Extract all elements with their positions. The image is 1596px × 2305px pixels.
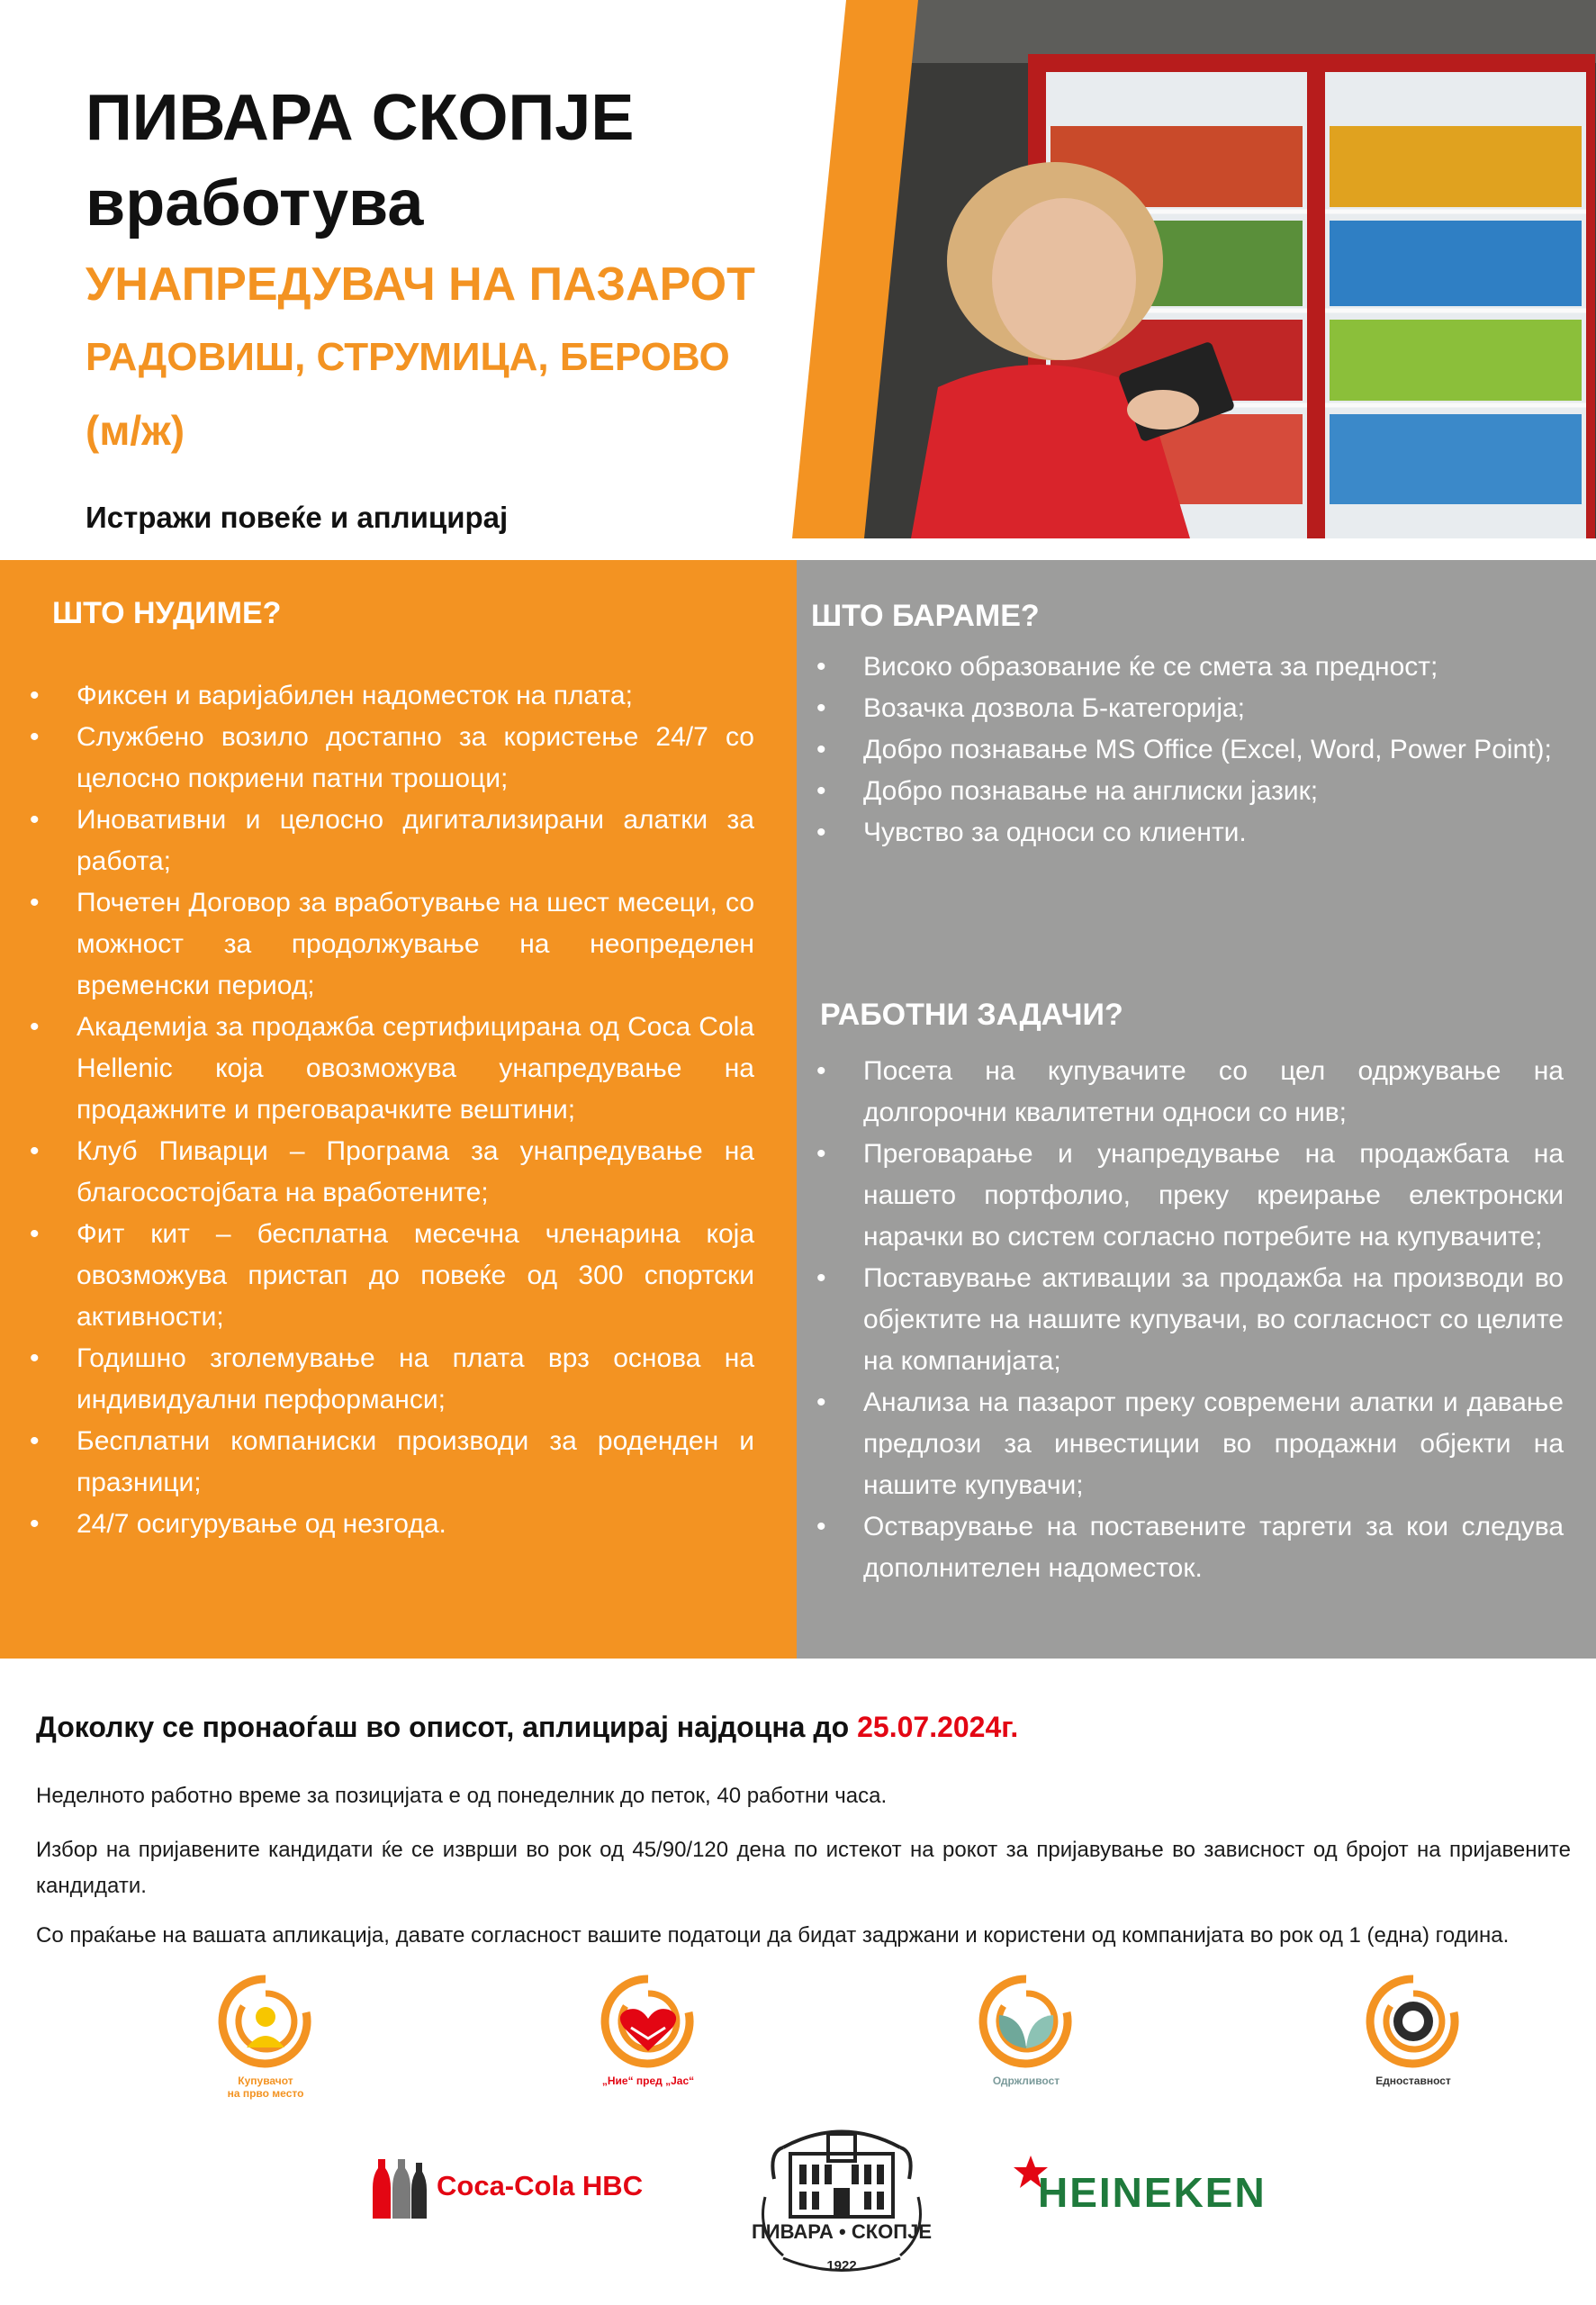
value-we-before-i [558,1972,738,2087]
list-item: • Добро познавање MS Office (Excel, Word, Power Point); [816,729,1564,771]
list-item: • Иновативни и целосно дигитализирани алатки за работа; [30,800,754,882]
list-item: • Посета на купувачите со цел одржување на долгорочни квалитетни односи со нив; [816,1051,1564,1134]
list-item: • Бесплатни компаниски производи за роденден и празници; [30,1421,754,1504]
value-label: Одржливост [992,2074,1060,2087]
explore-apply-link[interactable]: Истражи повеќе и аплицирај [86,501,509,534]
list-item: • Службено возило достапно за користење 24/7 со целосно покриени патни трошоци; [30,717,754,800]
value-label: „Ние“ пред „Јас“ [601,2074,695,2087]
list-item: • Остварување на поставените таргети за кои следува дополнителен надоместок. [816,1506,1564,1589]
value-label: Едноставност [1375,2074,1451,2087]
list-item: • Добро познавање на англиски јазик; [816,771,1564,812]
list-item: • Чувство за односи со клиенти. [816,812,1564,854]
target-icon [1364,1972,1463,2071]
list-item: • Фиксен и варијабилен надоместок на плата; [30,675,754,717]
requirements-heading: ШТО БАРАМЕ? [811,599,1040,633]
coca-cola-hbc-logo [369,2150,644,2222]
coca-cola-hbc-wordmark: Coca-Cola HBC [437,2170,644,2201]
consent-text: Со праќање на вашата апликација, давате согласност вашите податоци да бидат задржани и користени од компанијата во рок од 1 (една) година. [36,1923,1510,1948]
value-customer-first [176,1972,356,2100]
working-hours-text: Неделното работно време за позицијата е од понеделник до петок, 40 работни часа. [36,1784,888,1808]
list-item: • Поставување активации за продажба на производи во објектите на нашите купувачи, во согласност со целите на компанијата; [816,1258,1564,1382]
list-item: • Возачка дозвола Б-категорија; [816,688,1564,729]
position-title: УНАПРЕДУВАЧ НА ПАЗАРОТ [86,258,755,311]
leaves-icon [977,1972,1076,2071]
value-simplicity [1323,1972,1503,2087]
orange-diagonal-stripe [792,0,990,538]
list-item: • Академија за продажба сертифицирана од Coca Cola Hellenic која овозможува унапредување на продажните и преговарачките вештини; [30,1007,754,1131]
list-item: • Клуб Пиварци – Програма за унапредување на благосостојбата на вработените; [30,1131,754,1214]
company-name: ПИВАРА СКОПЈЕ [86,82,635,154]
value-sustainability [936,1972,1116,2087]
deadline-label: Доколку се пронаоѓаш во описот, аплицирај најдоцна до [36,1711,858,1743]
offer-heading: ШТО НУДИМЕ? [52,596,282,630]
position-gender: (м/ж) [86,407,185,454]
value-label: Купувачот на прво место [227,2074,304,2100]
hiring-word: вработува [86,167,424,240]
deadline-text [36,1711,1566,1744]
list-item: • Високо образование ќе се смета за предност; [816,646,1564,688]
requirements-list [816,646,1564,854]
list-item: • Почетен Договор за вработување на шест месеци, со можност за продолжување на неопределен временски период; [30,882,754,1007]
tasks-heading: РАБОТНИ ЗАДАЧИ? [820,998,1123,1032]
bottles-icon [369,2150,432,2222]
selection-text: Избор на пријавените кандидати ќе се изврши во рок од 45/90/120 дена по истекот на рокот за пријавување во зависност од бројот на пријавените кандидати. [36,1838,1571,1898]
offer-list [30,675,754,1545]
customer-first-icon [216,1972,315,2071]
requirements-section [797,560,1596,1659]
pivara-skopje-logo [747,2098,936,2287]
pivara-wordmark: ПИВАРА • СКОПЈЕ [751,2220,932,2243]
position-locations: РАДОВИШ, СТРУМИЦА, БЕРОВО [86,335,730,379]
list-item: • Годишно зголемување на плата врз основа на индивидуални перформанси; [30,1338,754,1421]
pivara-year: 1922 [826,2258,857,2273]
heart-hands-icon [599,1972,698,2071]
offer-section [0,560,797,1659]
tasks-list [816,1051,1564,1589]
list-item: • Преговарање и унапредување на продажбата на нашето портфолио, преку креирање електронски нарачки во систем согласно потребите на купувачите; [816,1134,1564,1258]
list-item: • 24/7 осигурување од незгода. [30,1504,754,1545]
heineken-logo [1013,2154,1267,2226]
list-item: • Фит кит – бесплатна месечна членарина која овозможува пристап до повеќе од 300 спортски активности; [30,1214,754,1338]
heineken-wordmark: HEINEKEN [1038,2169,1267,2216]
deadline-date: 25.07.2024г. [857,1711,1019,1743]
list-item: • Анализа на пазарот преку современи алатки и давање предлози за инвестиции во продажни објекти на нашите купувачи; [816,1382,1564,1506]
header [0,0,1596,538]
